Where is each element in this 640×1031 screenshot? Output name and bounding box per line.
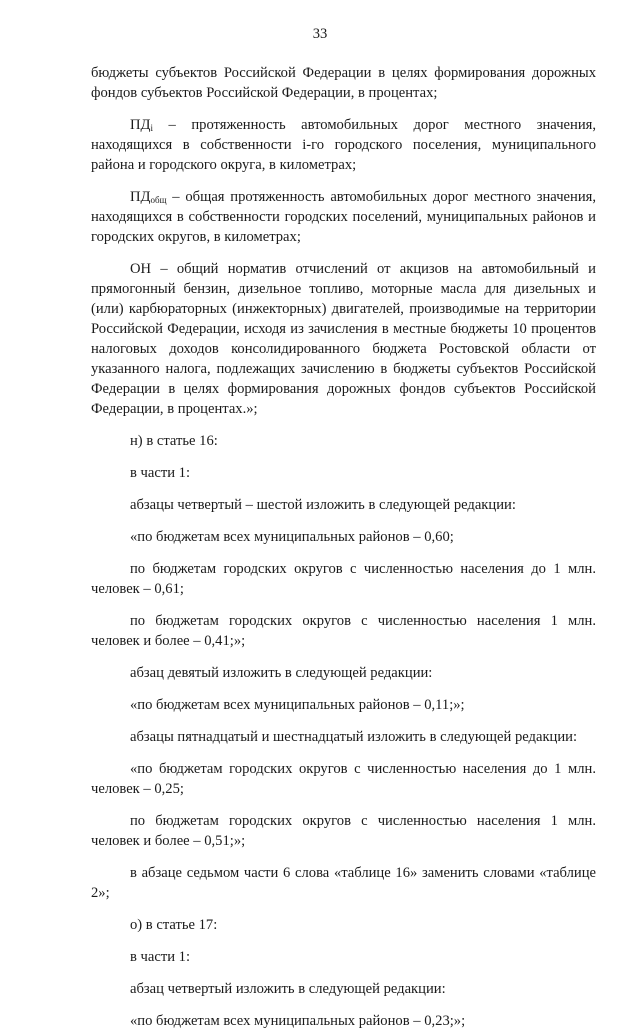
paragraph xyxy=(91,63,596,103)
paragraph-text: «по бюджетам всех муниципальных районов – 0,11;»; xyxy=(130,697,465,713)
paragraph xyxy=(91,915,596,935)
variable-subscript: общ xyxy=(150,195,167,205)
paragraph-text: о) в статье 17: xyxy=(130,917,218,933)
paragraph xyxy=(91,115,596,175)
page-number: 33 xyxy=(312,26,328,42)
paragraph xyxy=(91,463,596,483)
paragraph xyxy=(91,695,596,715)
variable-symbol: ПД xyxy=(130,117,151,133)
paragraph xyxy=(91,947,596,967)
paragraph xyxy=(91,187,596,247)
paragraph-text: абзац девятый изложить в следующей редакции: xyxy=(130,665,433,681)
paragraph-text: «по бюджетам городских округов с численностью населения до 1 млн. человек – 0,25; xyxy=(91,761,596,797)
paragraph-text: абзацы пятнадцатый и шестнадцатый изложить в следующей редакции: xyxy=(130,729,578,745)
paragraph-text: – общая протяженность автомобильных дорог местного значения, находящихся в собственности городских поселений, муниципальных районов и городских округов, в километрах; xyxy=(91,189,596,245)
paragraph-text: бюджеты субъектов Российской Федерации в целях формирования дорожных фондов субъектов Российской Федерации, в процентах; xyxy=(91,65,596,101)
paragraph-text: по бюджетам городских округов с численностью населения 1 млн. человек и более – 0,41;»; xyxy=(91,613,596,649)
paragraph-text: по бюджетам городских округов с численностью населения 1 млн. человек и более – 0,51;»; xyxy=(91,813,596,849)
paragraph xyxy=(91,811,596,851)
paragraph xyxy=(91,559,596,599)
paragraph-text: абзац четвертый изложить в следующей редакции: xyxy=(130,981,446,997)
paragraph-text: н) в статье 16: xyxy=(130,433,218,449)
paragraph xyxy=(91,863,596,903)
paragraph-text: «по бюджетам всех муниципальных районов – 0,60; xyxy=(130,529,454,545)
paragraph xyxy=(91,259,596,419)
variable-subscript: i xyxy=(150,123,154,133)
variable-symbol: ПД xyxy=(130,189,151,205)
paragraph xyxy=(91,527,596,547)
paragraph-text: – протяженность автомобильных дорог местного значения, находящихся в собственности i-го городского поселения, муниципального района и городского округа, в километрах; xyxy=(91,117,596,173)
paragraph-text: в части 1: xyxy=(130,465,191,481)
paragraph xyxy=(91,727,596,747)
paragraph xyxy=(91,611,596,651)
paragraph xyxy=(91,759,596,799)
paragraph-text: абзацы четвертый – шестой изложить в следующей редакции: xyxy=(130,497,516,513)
paragraph-text: по бюджетам городских округов с численностью населения до 1 млн. человек – 0,61; xyxy=(91,561,596,597)
paragraph-text: в абзаце седьмом части 6 слова «таблице 16» заменить словами «таблице 2»; xyxy=(91,865,596,901)
paragraph-text: «по бюджетам всех муниципальных районов – 0,23;»; xyxy=(130,1013,466,1029)
paragraph xyxy=(91,495,596,515)
paragraph xyxy=(91,431,596,451)
paragraph xyxy=(91,979,596,999)
paragraph-text: в части 1: xyxy=(130,949,191,965)
paragraph xyxy=(91,1011,596,1031)
paragraph-text: ОН – общий норматив отчислений от акцизов на автомобильный и прямогонный бензин, дизельное топливо, моторные масла для дизельных и (или) карбюраторных (инжекторных) двигателей, производимые на территории Российской Федерации, исходя из зачисления в местные бюджеты 10 процентов налоговых доходов консолидированного бюджета Ростовской области от указанного налога, подлежащих зачислению в бюджеты субъектов Российской Федерации в целях формирования дорожных фондов субъектов Российской Федерации, в процентах.»; xyxy=(91,261,596,417)
paragraph xyxy=(91,663,596,683)
document-body xyxy=(91,63,596,1031)
